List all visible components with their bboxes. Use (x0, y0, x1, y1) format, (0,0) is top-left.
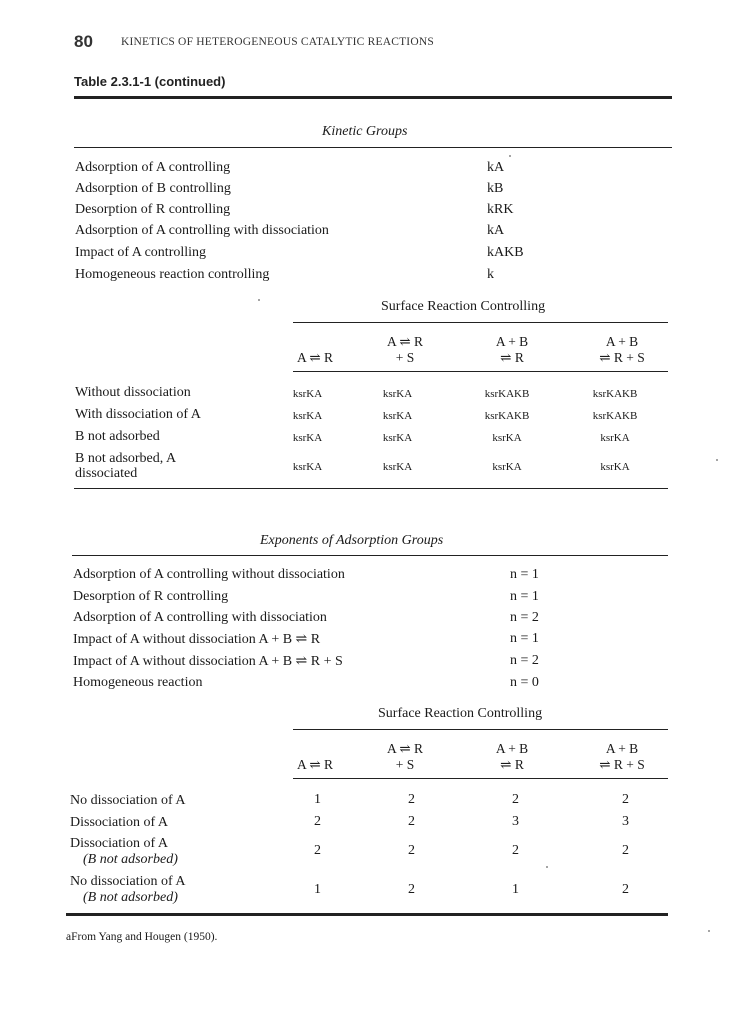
table-cell: ksrKA (292, 388, 323, 400)
kinetic-row-value: k (487, 267, 494, 282)
exponents-rule (72, 555, 668, 556)
table-cell: 1 (314, 792, 321, 807)
table-cell: 1 (314, 882, 321, 897)
column-header: A + B ⇌ R (495, 334, 529, 365)
table-cell: 2 (512, 843, 519, 858)
kinetic-row-label: Adsorption of B controlling (75, 181, 231, 196)
kinetic-row-value: kA (487, 160, 505, 175)
kinetic-row-value: kA (487, 223, 505, 238)
footnote: aFrom Yang and Hougen (1950). (66, 931, 218, 943)
table-cell: 3 (622, 814, 629, 829)
table-cell: 2 (622, 882, 629, 897)
exponent-row-label: Desorption of R controlling (73, 589, 229, 604)
section-end-rule (74, 488, 668, 489)
table-cell: 2 (314, 843, 321, 858)
table-cell: ksrKA (600, 432, 630, 444)
surface-row-label: B not adsorbed (75, 429, 160, 444)
surface-reaction-2-rule (293, 729, 668, 730)
column-header: A + B ⇌ R (495, 741, 529, 772)
scan-speck (509, 155, 511, 157)
kinetic-row-label: Impact of A controlling (75, 245, 207, 260)
kinetic-row-label: Adsorption of A controlling with dissociation (75, 223, 329, 238)
surface-row-label: With dissociation of A (75, 407, 201, 422)
exponent-row-label: Homogeneous reaction (73, 675, 203, 690)
exponent-row-label: Impact of A without dissociation A + B ⇌ R (73, 632, 321, 647)
table-cell: ksrKA (292, 432, 323, 444)
table-cell: 3 (512, 814, 519, 829)
surface-row-label: Without dissociation (75, 385, 191, 400)
exponent-row-label: Adsorption of A controlling without dissociation (73, 567, 345, 582)
exponent-table-row-label: Dissociation of A (B not adsorbed) (70, 836, 178, 867)
table-cell: ksrKA (292, 461, 323, 473)
column-header: A ⇌ R (296, 350, 334, 365)
table-cell: ksrKAKB (592, 410, 638, 422)
exponent-value: n = 2 (510, 610, 539, 625)
surface-reaction-rule (293, 322, 668, 323)
page-number: 80 (74, 32, 93, 51)
kinetic-groups-rule (74, 147, 672, 148)
table-cell: ksrKAKB (592, 388, 638, 400)
surface-row-label: B not adsorbed, A dissociated (75, 451, 177, 481)
exponent-table-row-label: No dissociation of A (B not adsorbed) (70, 874, 186, 905)
kinetic-row-label: Homogeneous reaction controlling (75, 267, 270, 282)
exponent-row-label: Adsorption of A controlling with dissociation (73, 610, 327, 625)
table-cell: ksrKA (492, 432, 522, 444)
running-head: KINETICS OF HETEROGENEOUS CATALYTIC REACTIONS (121, 36, 434, 48)
table-cell: ksrKA (382, 388, 413, 400)
column-header: A + B ⇌ R + S (599, 334, 645, 365)
surface-reaction-title: Surface Reaction Controlling (381, 299, 546, 314)
bottom-thick-rule (66, 913, 668, 916)
kinetic-row-value: kAKB (487, 245, 524, 260)
table-cell: 2 (408, 792, 415, 807)
scan-speck (716, 459, 718, 461)
table-cell: ksrKA (600, 461, 630, 473)
table-cell: 2 (408, 814, 415, 829)
exponent-value: n = 1 (510, 567, 539, 582)
exponent-row-label: Impact of A without dissociation A + B ⇌ R + S (73, 654, 343, 669)
table-cell: 2 (314, 814, 321, 829)
exponents-title: Exponents of Adsorption Groups (260, 533, 444, 548)
table-cell: ksrKA (492, 461, 522, 473)
column-header: A ⇌ R + S (386, 741, 424, 772)
table-cell: 2 (622, 843, 629, 858)
column-header: A + B ⇌ R + S (599, 741, 645, 772)
table-cell: ksrKAKB (484, 388, 530, 400)
table-cell: ksrKA (382, 432, 413, 444)
scan-speck (546, 866, 548, 868)
table-title: Table 2.3.1-1 (continued) (74, 74, 226, 89)
table-cell: 1 (512, 882, 519, 897)
table-cell: 2 (512, 792, 519, 807)
exponent-value: n = 0 (510, 675, 539, 690)
scan-speck (258, 299, 260, 301)
table-cell: ksrKA (382, 461, 413, 473)
kinetic-row-value: kB (487, 181, 504, 196)
exponent-value: n = 1 (510, 631, 539, 646)
table-cell: 2 (622, 792, 629, 807)
surface-reaction-2-header-rule (293, 778, 668, 779)
scan-speck (708, 930, 710, 932)
table-cell: ksrKA (292, 410, 323, 422)
exponent-value: n = 1 (510, 589, 539, 604)
table-cell: 2 (408, 882, 415, 897)
table-cell: ksrKA (382, 410, 413, 422)
column-header: A ⇌ R (296, 757, 334, 772)
surface-reaction-header-rule (293, 371, 668, 372)
table-cell: 2 (408, 843, 415, 858)
kinetic-groups-title: Kinetic Groups (322, 124, 408, 139)
top-thick-rule (74, 96, 672, 99)
exponent-table-row-label: Dissociation of A (70, 815, 168, 830)
kinetic-row-label: Desorption of R controlling (75, 202, 231, 217)
exponent-table-row-label: No dissociation of A (70, 793, 186, 808)
exponent-value: n = 2 (510, 653, 539, 668)
kinetic-row-label: Adsorption of A controlling (75, 160, 231, 175)
column-header: A ⇌ R + S (386, 334, 424, 365)
surface-reaction-2-title: Surface Reaction Controlling (378, 706, 543, 721)
table-cell: ksrKAKB (484, 410, 530, 422)
kinetic-row-value: kRK (487, 202, 514, 217)
